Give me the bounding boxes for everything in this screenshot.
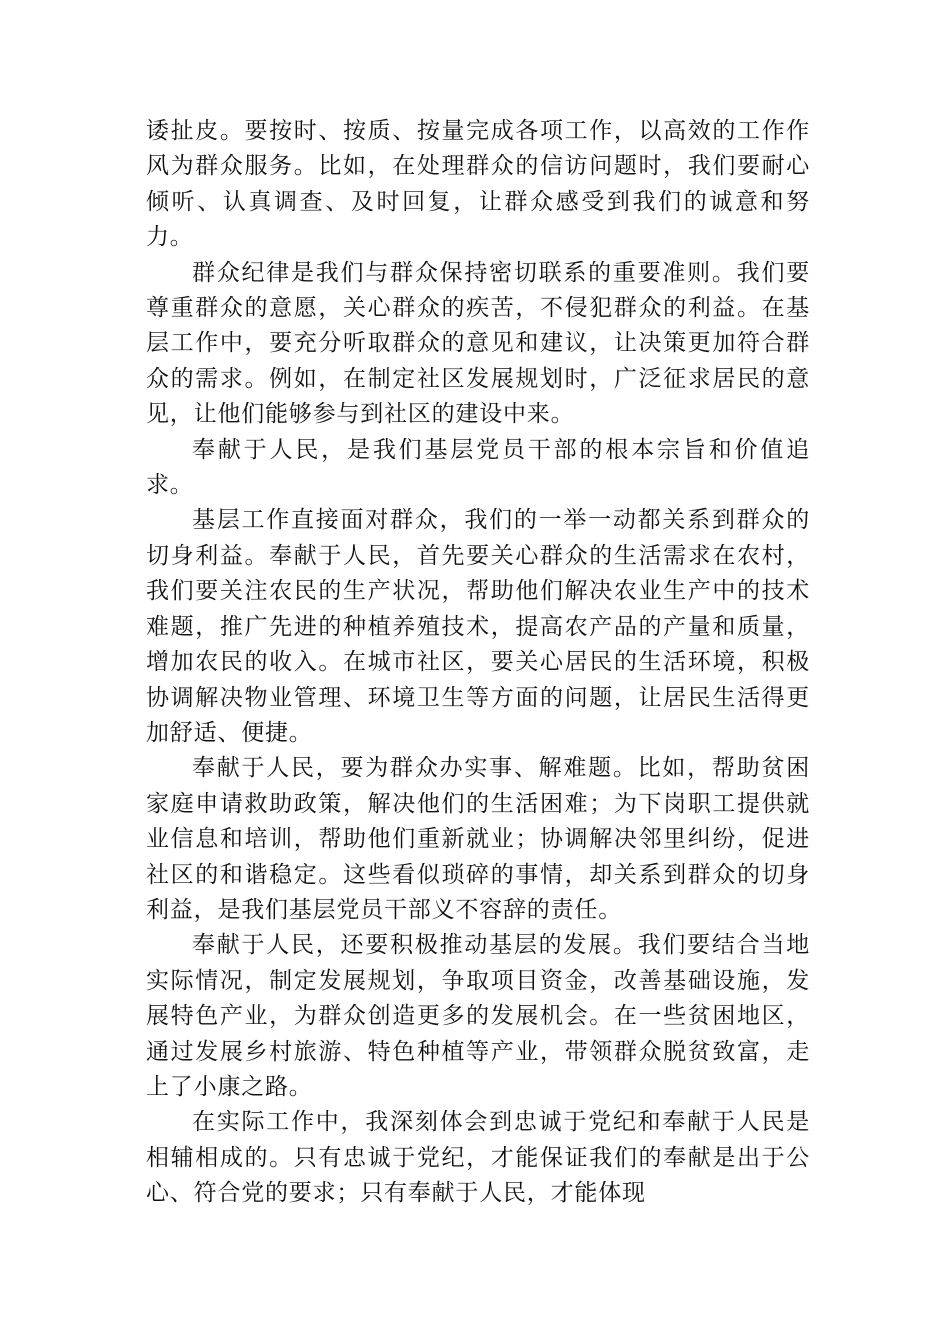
paragraph-7: 在实际工作中，我深刻体会到忠诚于党纪和奉献于人民是相辅相成的。只有忠诚于党纪，才能保证我们的奉献是出于公心、符合党的要求；只有奉献于人民，才能体现 xyxy=(146,1109,810,1207)
paragraph-5: 奉献于人民，要为群众办实事、解难题。比如，帮助贫困家庭申请救助政策，解决他们的生活困难；为下岗职工提供就业信息和培训，帮助他们重新就业；协调解决邻里纠纷，促进社区的和谐稳定。这些看似琐碎的事情，却关系到群众的切身利益，是我们基层党员干部义不容辞的责任。 xyxy=(146,755,810,923)
paragraph-6: 奉献于人民，还要积极推动基层的发展。我们要结合当地实际情况，制定发展规划，争取项目资金，改善基础设施，发展特色产业，为群众创造更多的发展机会。在一些贫困地区，通过发展乡村旅游、特色种植等产业，带领群众脱贫致富，走上了小康之路。 xyxy=(146,932,810,1100)
paragraph-4: 基层工作直接面对群众，我们的一举一动都关系到群众的切身利益。奉献于人民，首先要关心群众的生活需求在农村，我们要关注农民的生产状况，帮助他们解决农业生产中的技术难题，推广先进的种植养殖技术，提高农产品的产量和质量，增加农民的收入。在城市社区，要关心居民的生活环境，积极协调解决物业管理、环境卫生等方面的问题，让居民生活得更加舒适、便捷。 xyxy=(146,507,810,746)
document-body xyxy=(146,114,810,1212)
paragraph-1: 诿扯皮。要按时、按质、按量完成各项工作，以高效的工作作风为群众服务。比如，在处理群众的信访问题时，我们要耐心倾听、认真调查、及时回复，让群众感受到我们的诚意和努力。 xyxy=(146,118,810,251)
paragraph-3: 奉献于人民，是我们基层党员干部的根本宗旨和价值追求。 xyxy=(146,436,810,499)
paragraph-2: 群众纪律是我们与群众保持密切联系的重要准则。我们要尊重群众的意愿，关心群众的疾苦，不侵犯群众的利益。在基层工作中，要充分听取群众的意见和建议，让决策更加符合群众的需求。例如，在制定社区发展规划时，广泛征求居民的意见，让他们能够参与到社区的建设中来。 xyxy=(146,259,810,428)
